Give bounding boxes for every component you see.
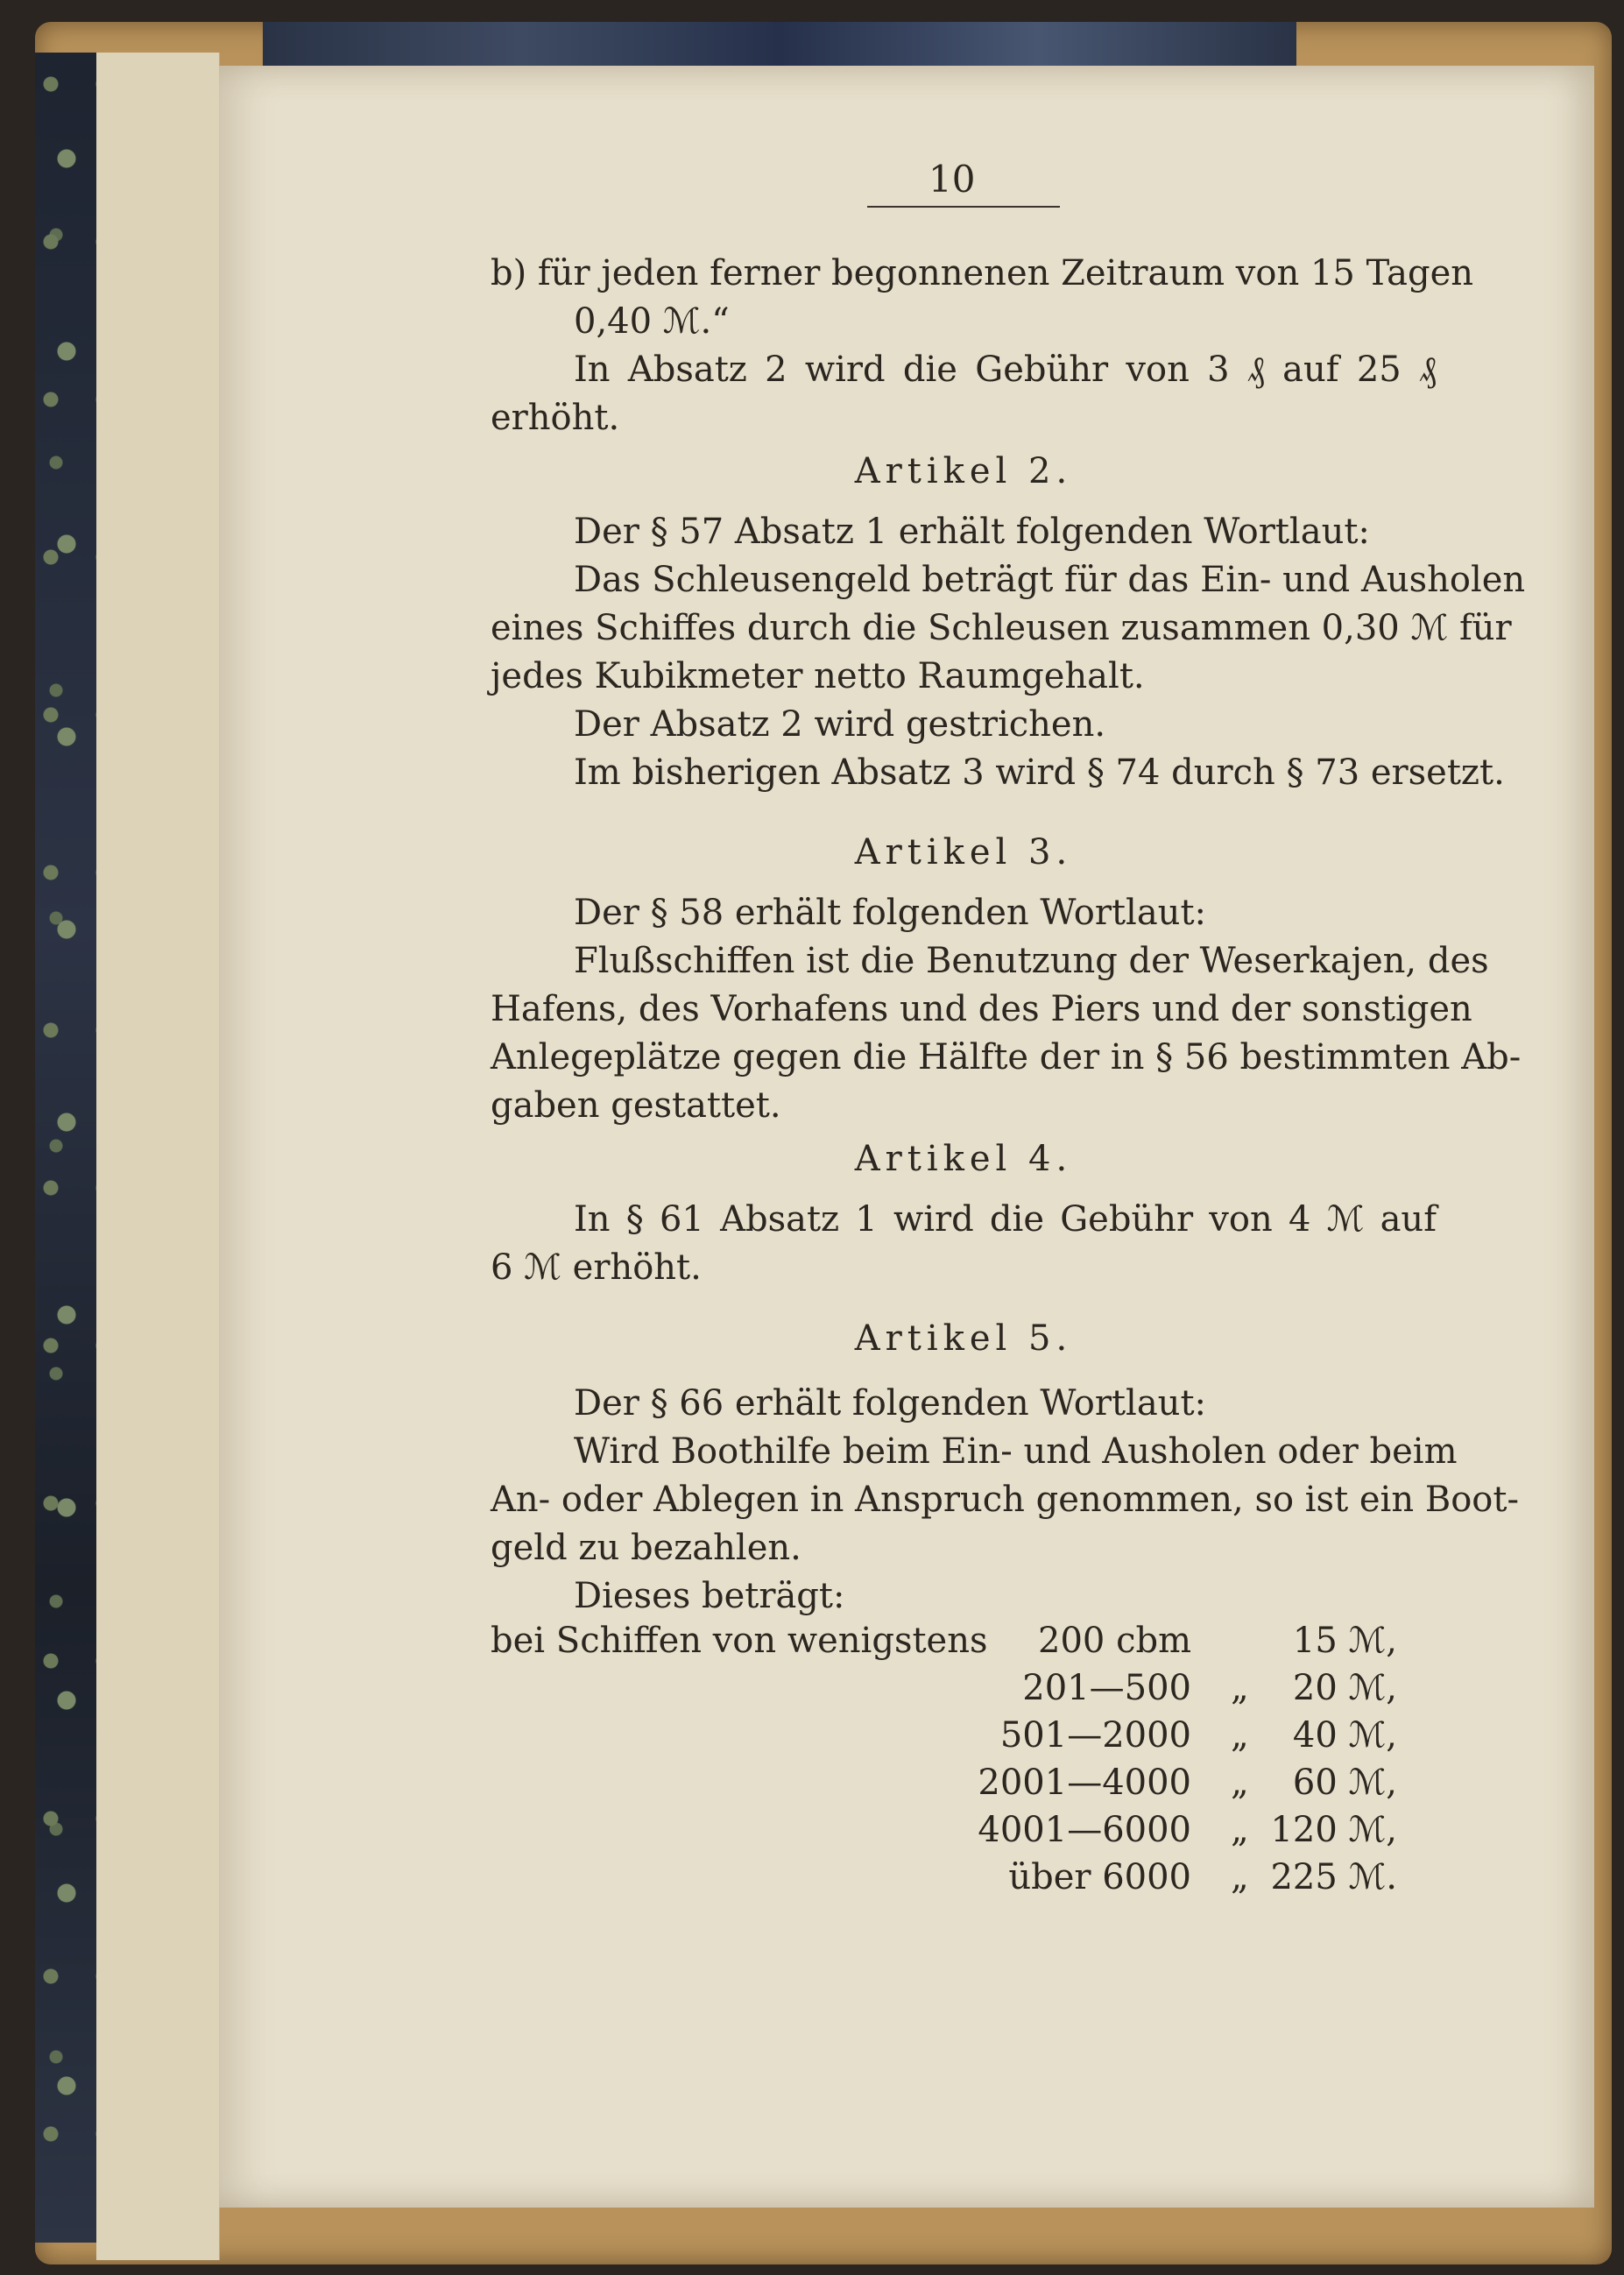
fee-range: 2001—4000 xyxy=(978,1763,1191,1803)
marbled-board-left xyxy=(35,53,96,2243)
ditto-mark: „ xyxy=(1231,1810,1249,1850)
text-line: jedes Kubikmeter netto Raumgehalt. xyxy=(491,656,1145,696)
ditto-mark: „ xyxy=(1231,1668,1249,1708)
text-line: An- oder Ablegen in Anspruch genommen, so ist ein Boot- xyxy=(491,1480,1519,1520)
text-line: In Absatz 2 wird die Gebühr von 3 ₰ auf 25 ₰ xyxy=(574,350,1437,390)
text-line: eines Schiffes durch die Schleusen zusammen 0,30 ℳ für xyxy=(491,608,1512,648)
text-line: b) für jeden ferner begonnenen Zeitraum von 15 Tagen xyxy=(491,253,1474,293)
text-line: erhöht. xyxy=(491,398,620,438)
fee-price: 40 ℳ, xyxy=(1292,1715,1397,1756)
text-line: gaben gestattet. xyxy=(491,1085,781,1126)
text-line: Das Schleusengeld beträgt für das Ein- und Ausholen xyxy=(574,560,1526,600)
page-number-rule xyxy=(867,206,1060,208)
marbled-board-top xyxy=(263,22,1296,70)
text-line: Wird Boothilfe beim Ein- und Ausholen oder beim xyxy=(574,1431,1458,1472)
fee-range: 501—2000 xyxy=(999,1715,1191,1756)
text-line: Im bisherigen Absatz 3 wird § 74 durch § 73 ersetzt. xyxy=(574,752,1505,793)
page-number: 10 xyxy=(929,158,976,201)
fee-price: 60 ℳ, xyxy=(1292,1763,1397,1803)
page-edge xyxy=(158,53,185,2260)
page-edge xyxy=(131,53,159,2260)
ditto-mark: „ xyxy=(1231,1715,1249,1756)
fee-price: 225 ℳ. xyxy=(1270,1857,1397,1897)
article-heading: Artikel 2. xyxy=(854,451,1073,491)
article-heading: Artikel 3. xyxy=(854,832,1073,873)
text-line: Dieses beträgt: xyxy=(574,1576,845,1616)
page-edge xyxy=(96,53,132,2260)
ditto-mark: „ xyxy=(1231,1857,1249,1897)
text-line: In § 61 Absatz 1 wird die Gebühr von 4 ℳ auf xyxy=(574,1199,1437,1240)
text-line: Der § 58 erhält folgenden Wortlaut: xyxy=(574,893,1206,933)
fee-price: 20 ℳ, xyxy=(1292,1668,1397,1708)
fee-range: über 6000 xyxy=(1008,1857,1191,1897)
text-line: geld zu bezahlen. xyxy=(491,1528,801,1568)
fee-price: 15 ℳ, xyxy=(1292,1621,1397,1661)
text-line: Anlegeplätze gegen die Hälfte der in § 56 bestimmten Ab- xyxy=(491,1037,1522,1077)
article-heading: Artikel 5. xyxy=(854,1318,1073,1359)
fee-range: 4001—6000 xyxy=(978,1810,1191,1850)
text-line: Der § 57 Absatz 1 erhält folgenden Wortlaut: xyxy=(574,512,1370,552)
text-line: Hafens, des Vorhafens und des Piers und der sonstigen xyxy=(491,989,1472,1029)
text-line: Der Absatz 2 wird gestrichen. xyxy=(574,704,1106,745)
text-line: 6 ℳ erhöht. xyxy=(491,1247,702,1288)
text-line: Der § 66 erhält folgenden Wortlaut: xyxy=(574,1383,1206,1424)
ditto-mark: „ xyxy=(1231,1763,1249,1803)
text-line: 0,40 ℳ.“ xyxy=(574,301,730,342)
fee-table-label: bei Schiffen von wenigstens xyxy=(491,1621,988,1661)
fee-range: 200 cbm xyxy=(1038,1621,1191,1661)
article-heading: Artikel 4. xyxy=(854,1139,1073,1179)
text-line: Flußschiffen ist die Benutzung der Weserkajen, des xyxy=(574,941,1489,981)
page-edge xyxy=(184,53,220,2260)
fee-price: 120 ℳ, xyxy=(1270,1810,1397,1850)
fee-range: 201—500 xyxy=(1022,1668,1191,1708)
